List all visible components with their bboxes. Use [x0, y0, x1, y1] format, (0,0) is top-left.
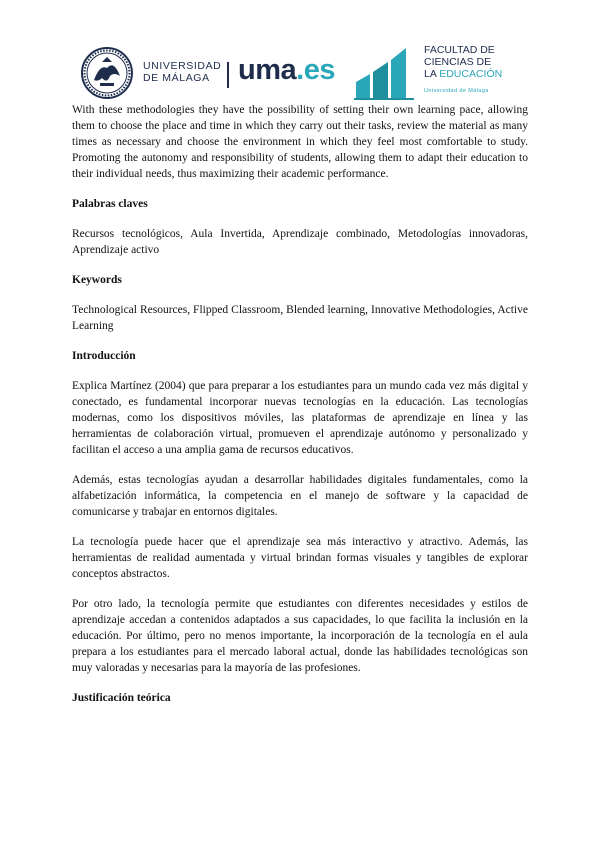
keywords-heading: Keywords: [72, 274, 122, 286]
introduccion-paragraph-1: Explica Martínez (2004) que para preparar a los estudiantes para un mundo cada vez más digital y conectado, es fundamental incorporar nuevas tecnologías en la educación. Las tecnologías modernas, como los dispositivos móviles, las plataformas de aprendizaje en línea y las herramientas de colaboración virtual, promueven el aprendizaje autónomo y personalizado y facilitan el acceso a una amplia gama de recursos educativos.: [72, 380, 528, 456]
university-seal-icon: [80, 46, 134, 100]
faculty-line3-prefix: LA: [424, 68, 440, 80]
introduccion-heading: Introducción: [72, 350, 136, 362]
keywords-text: Technological Resources, Flipped Classroom, Blended learning, Innovative Methodologies, Active Learning: [72, 304, 528, 332]
university-name-line1: UNIVERSIDAD: [143, 60, 222, 72]
faculty-subtitle: Universidad de Málaga: [424, 88, 489, 94]
uma-logo: [238, 54, 335, 87]
uma-brand: uma: [238, 54, 297, 86]
document-body: [72, 102, 528, 706]
palabras-claves-text: Recursos tecnológicos, Aula Invertida, Aprendizaje combinado, Metodologías innovadoras, Aprendizaje activo: [72, 228, 528, 256]
palabras-claves-heading: Palabras claves: [72, 198, 148, 210]
faculty-name-line3: [424, 68, 502, 80]
faculty-name-line2: CIENCIAS DE: [424, 56, 492, 68]
faculty-name-line1: FACULTAD DE: [424, 44, 495, 56]
faculty-logo-icon: [354, 42, 414, 100]
logo-separator: [227, 62, 229, 88]
faculty-name: [424, 44, 502, 80]
introduccion-paragraph-3: La tecnología puede hacer que el aprendizaje sea más interactivo y atractivo. Además, las herramientas de realidad aumentada y virtual brindan formas visuales y tangibles de explorar conceptos abstractos.: [72, 536, 528, 580]
introduccion-paragraph-4: Por otro lado, la tecnología permite que estudiantes con diferentes necesidades y estilos de aprendizaje accedan a contenidos adaptados a sus capacidades, lo que facilita la inclusión en la educación. Por último, pero no menos importante, la incorporación de la tecnología en el aula prepara a los estudiantes para el mercado laboral actual, donde las habilidades tecnológicas son muy valoradas y necesarias para la mayoría de las profesiones.: [72, 598, 528, 674]
university-name: [143, 60, 221, 84]
justificacion-heading: Justificación teórica: [72, 692, 171, 704]
university-name-line2: DE MÁLAGA: [143, 72, 210, 84]
uma-domain: .es: [296, 54, 335, 86]
introduccion-paragraph-2: Además, estas tecnologías ayudan a desarrollar habilidades digitales fundamentales, como la alfabetización informática, la competencia en el manejo de software y la capacidad de comunicarse y trabajar en entornos digitales.: [72, 474, 528, 518]
abstract-continuation: With these methodologies they have the possibility of setting their own learning pace, allowing them to choose the place and time in which they carry out their tasks, review the material as many times as necessary and choose the environment in which they feel most comfortable to study. Promoting the autonomy and responsibility of students, allowing them to adapt their education to their individual needs, thus maximizing their academic performance.: [72, 104, 528, 180]
page-header: [80, 40, 520, 102]
faculty-line3-accent: EDUCACIÓN: [439, 68, 503, 80]
